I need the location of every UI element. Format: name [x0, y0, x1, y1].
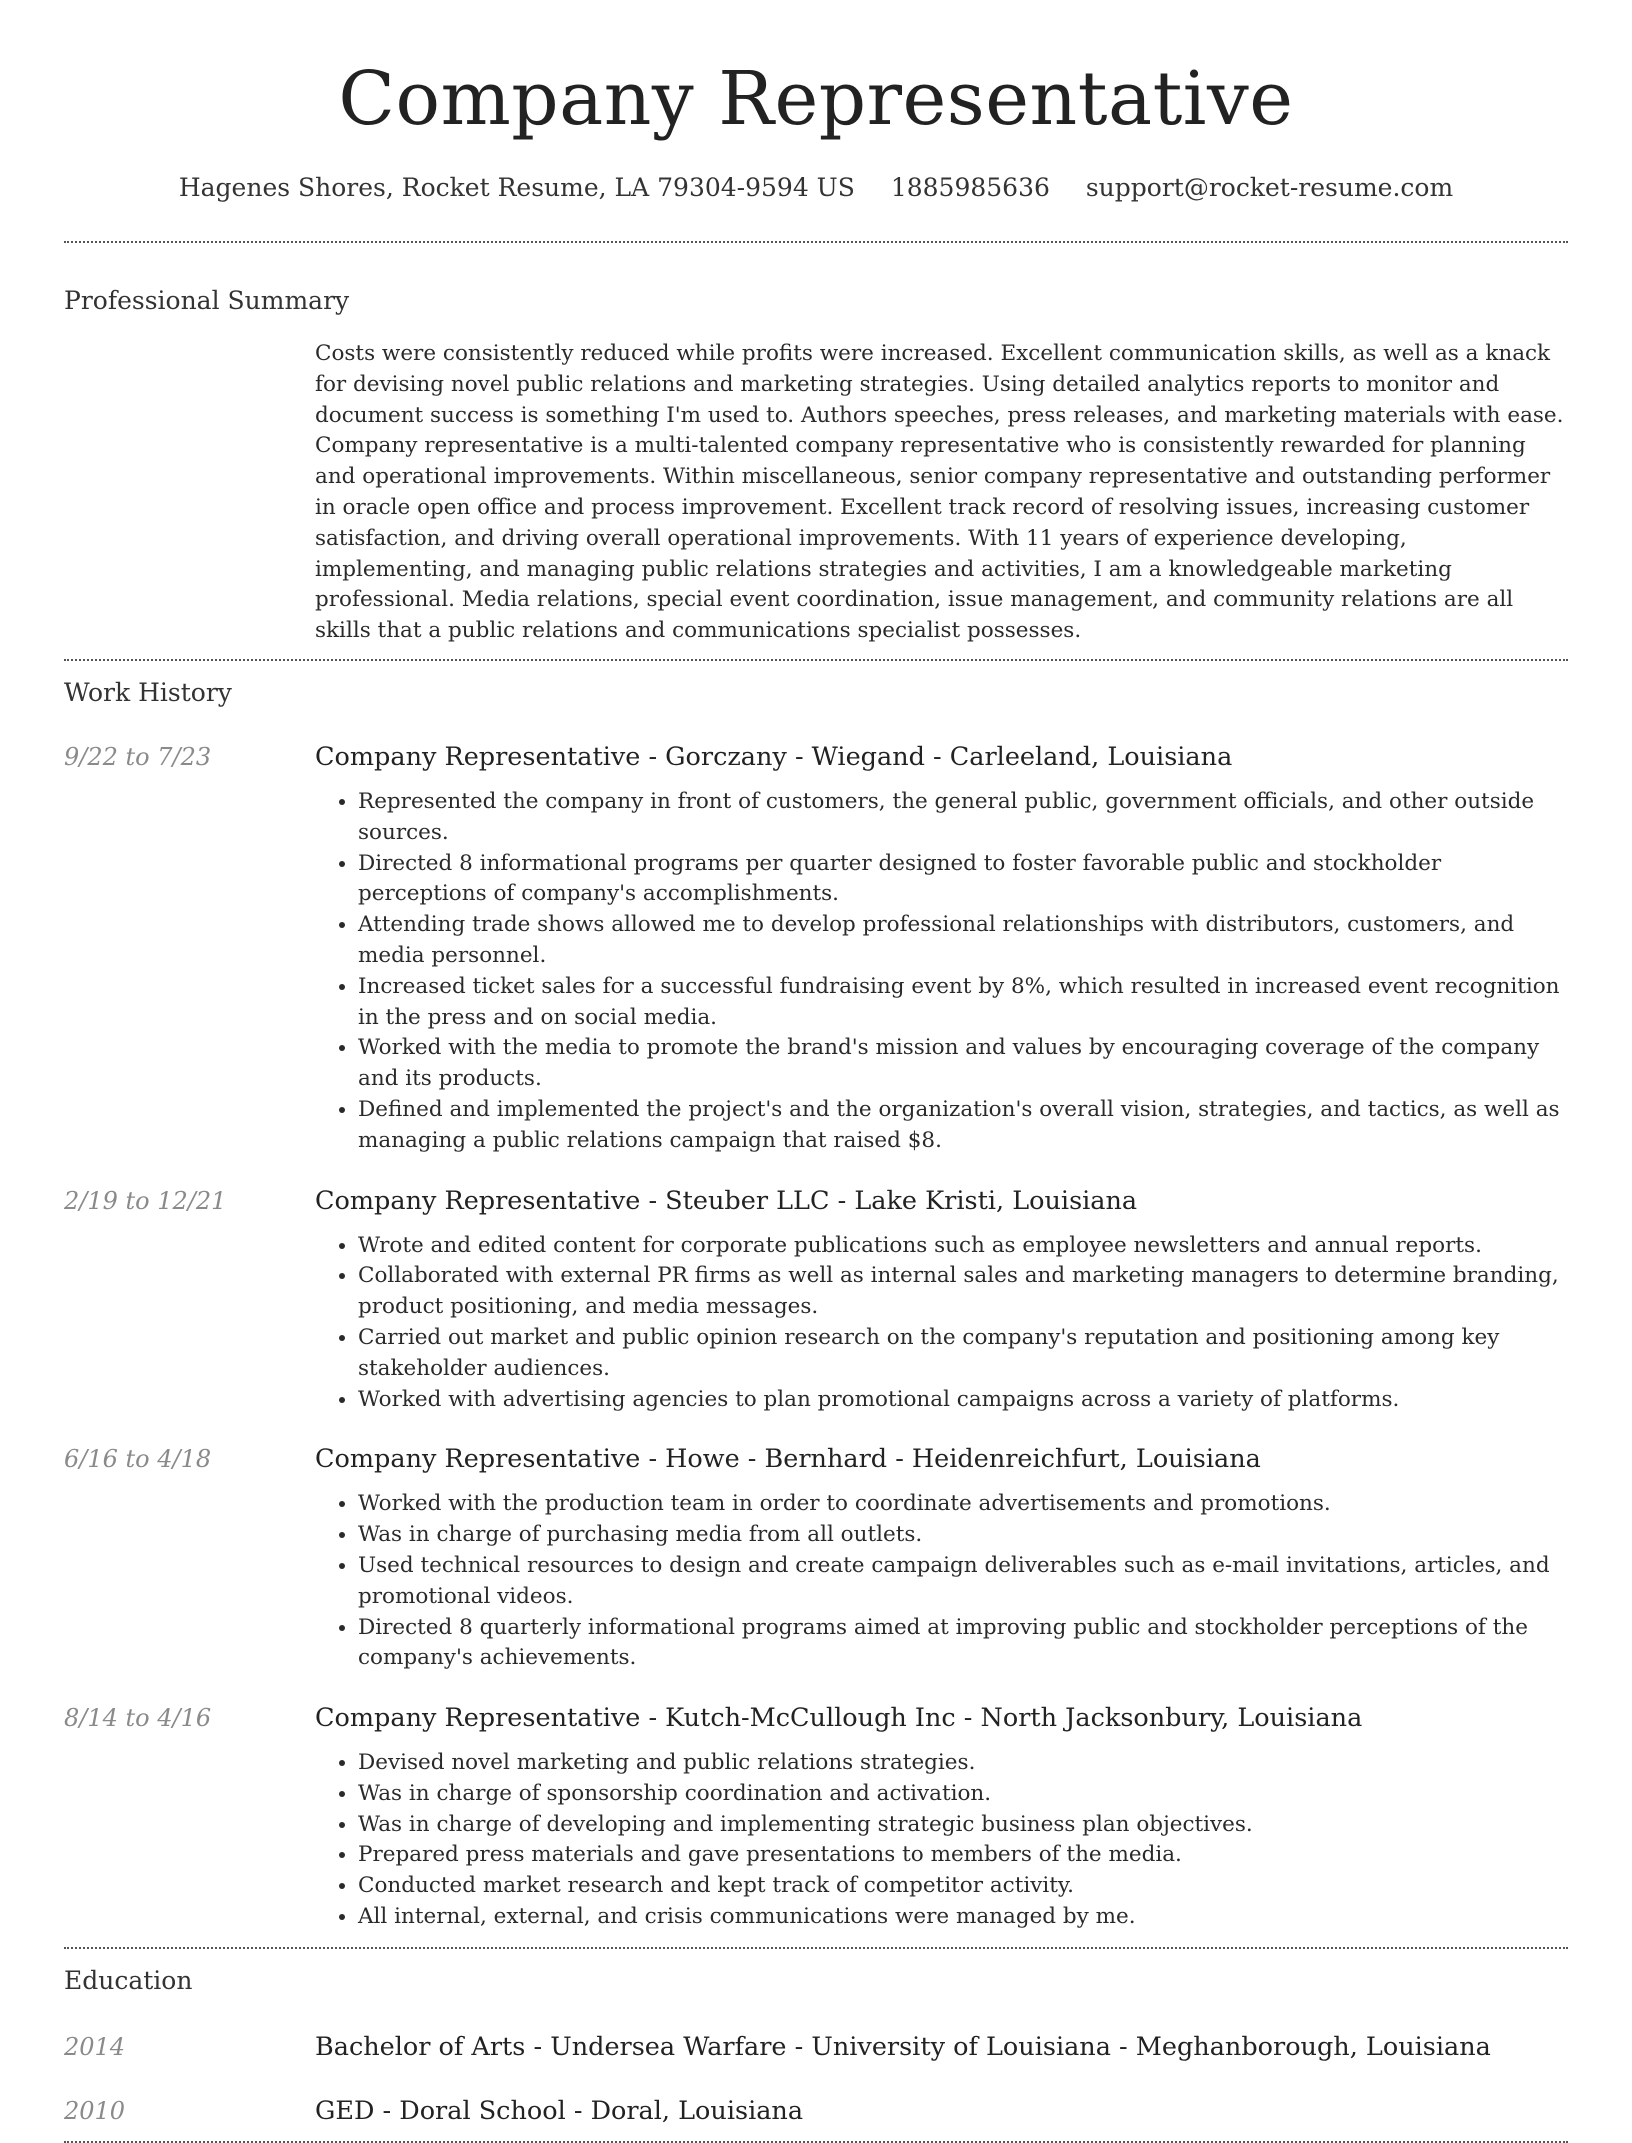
contact-phone: 1885985636 — [890, 173, 1050, 202]
job-dates: 6/16 to 4/18 — [64, 1445, 212, 1474]
list-item: • All internal, external, and crisis communications were managed by me. — [358, 1902, 1568, 1933]
list-item: • Was in charge of sponsorship coordination and activation. — [358, 1779, 1568, 1810]
list-item: • Directed 8 quarterly informational programs aimed at improving public and stockholder perceptions of the company's achievements. — [358, 1613, 1568, 1675]
list-item: • Increased ticket sales for a successful fundraising event by 8%, which resulted in increased event recognition in the press and on social media. — [358, 972, 1568, 1034]
list-item: • Carried out market and public opinion research on the company's reputation and positioning among key stakeholder audiences. — [358, 1323, 1568, 1385]
list-item: • Directed 8 informational programs per quarter designed to foster favorable public and stockholder perceptions of company's accomplishments. — [358, 849, 1568, 911]
job-bullets — [315, 1231, 1568, 1416]
list-item: • Conducted market research and kept track of competitor activity. — [358, 1871, 1568, 1902]
education-heading: Education — [64, 1965, 193, 1995]
job-dates: 9/22 to 7/23 — [64, 742, 212, 771]
job-heading: Company Representative - Gorczany - Wiegand - Carleeland, Louisiana — [315, 741, 1233, 772]
resume-page — [64, 0, 1568, 2143]
job-entry — [64, 1181, 1568, 1416]
summary-text: Costs were consistently reduced while profits were increased. Excellent communication skills, as well as a knack for devising novel public relations and marketing strategies. Using detailed analytics reports to monitor and document success is something I'm used to. Authors speeches, press releases, and marketing materials with ease. Company representative is a multi-talented company representative who is consistently rewarded for planning and operational improvements. Within miscellaneous, senior company representative and outstanding performer in oracle open office and process improvement. Excellent track record of resolving issues, increasing customer satisfaction, and driving overall operational improvements. With 11 years of experience developing, implementing, and managing public relations strategies and activities, I am a knowledgeable marketing professional. Media relations, special event coordination, issue management, and community relations are all skills that a public relations and communications specialist possesses. — [315, 341, 1564, 644]
job-dates: 8/14 to 4/16 — [64, 1704, 212, 1733]
job-entry — [64, 737, 1568, 1157]
list-item: • Was in charge of developing and implementing strategic business plan objectives. — [358, 1810, 1568, 1841]
contact-line — [64, 168, 1568, 208]
education-entry — [64, 2091, 1568, 2131]
divider — [64, 1947, 1568, 1949]
education-year: 2010 — [64, 2096, 126, 2125]
divider — [64, 659, 1568, 661]
job-bullets — [315, 787, 1568, 1157]
job-entry — [64, 1698, 1568, 1933]
contact-address: Hagenes Shores, Rocket Resume, LA 79304-9594 US — [178, 173, 855, 202]
list-item: • Worked with the media to promote the brand's mission and values by encouraging coverage of the company and its products. — [358, 1033, 1568, 1095]
education-entry — [64, 2027, 1568, 2067]
job-bullets — [315, 1748, 1568, 1933]
education-heading-text: GED - Doral School - Doral, Louisiana — [315, 2095, 804, 2126]
list-item: • Prepared press materials and gave presentations to members of the media. — [358, 1840, 1568, 1871]
list-item: • Worked with advertising agencies to plan promotional campaigns across a variety of platforms. — [358, 1385, 1568, 1416]
summary-heading: Professional Summary — [64, 286, 350, 315]
job-bullets — [315, 1489, 1568, 1674]
list-item: • Devised novel marketing and public relations strategies. — [358, 1748, 1568, 1779]
list-item: • Collaborated with external PR firms as well as internal sales and marketing managers to determine branding, product positioning, and media messages. — [358, 1261, 1568, 1323]
list-item: • Represented the company in front of customers, the general public, government officials, and other outside sources. — [358, 787, 1568, 849]
list-item: • Attending trade shows allowed me to develop professional relationships with distributors, customers, and media personnel. — [358, 910, 1568, 972]
job-entry — [64, 1439, 1568, 1674]
list-item: • Wrote and edited content for corporate publications such as employee newsletters and annual reports. — [358, 1231, 1568, 1262]
job-dates: 2/19 to 12/21 — [64, 1186, 227, 1215]
job-heading: Company Representative - Steuber LLC - Lake Kristi, Louisiana — [315, 1185, 1138, 1216]
education-heading-text: Bachelor of Arts - Undersea Warfare - University of Louisiana - Meghanborough, Louisiana — [315, 2031, 1491, 2062]
candidate-name: Company Representative — [338, 56, 1294, 142]
list-item: • Was in charge of purchasing media from all outlets. — [358, 1520, 1568, 1551]
job-heading: Company Representative - Kutch-McCullough Inc - North Jacksonbury, Louisiana — [315, 1703, 1363, 1734]
education-year: 2014 — [64, 2032, 126, 2061]
list-item: • Used technical resources to design and create campaign deliverables such as e-mail invitations, articles, and promotional videos. — [358, 1551, 1568, 1613]
list-item: • Defined and implemented the project's and the organization's overall vision, strategies, and tactics, as well as managing a public relations campaign that raised $8. — [358, 1095, 1568, 1157]
job-heading: Company Representative - Howe - Bernhard - Heidenreichfurt, Louisiana — [315, 1444, 1261, 1475]
list-item: • Worked with the production team in order to coordinate advertisements and promotions. — [358, 1489, 1568, 1520]
contact-email: support@rocket-resume.com — [1085, 173, 1454, 202]
divider — [64, 241, 1568, 243]
work-history-heading: Work History — [64, 677, 232, 707]
